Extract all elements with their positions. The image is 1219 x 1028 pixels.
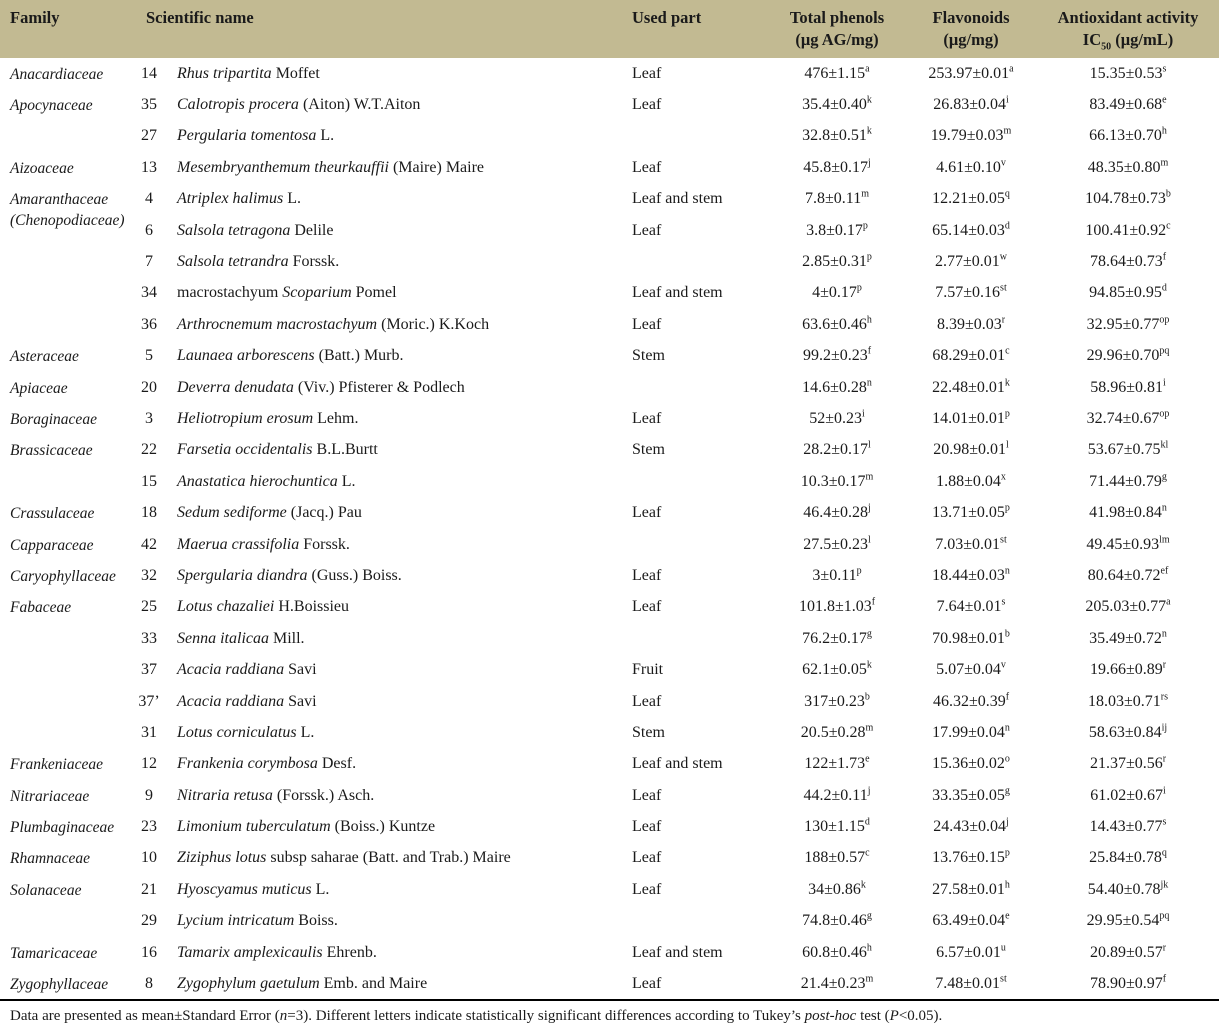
used-part-cell: Leaf	[632, 221, 662, 239]
family-label: Asteraceae	[10, 348, 79, 366]
used-part-cell: Leaf	[632, 504, 662, 522]
flavonoids-cell: 7.03±0.01st	[935, 534, 1007, 553]
total-phenols-cell: 188±0.57$^c$	[804, 848, 870, 867]
header-row	[0, 0, 1219, 58]
used-part-cell: Stem	[632, 441, 665, 459]
antioxidant-cell: $54.40\pm 0.78^{jk}$	[1087, 879, 1169, 898]
flavonoids-cell: $7.64\pm 0.01^s$	[936, 597, 1006, 616]
antioxidant-cell: $14.43\pm 0.77^s$	[1089, 816, 1167, 836]
total-phenols-cell: $44.2\pm 0.11^j$	[803, 785, 871, 804]
specimen-number-cell: 37	[141, 661, 157, 679]
specimen-number-cell: 35	[141, 96, 157, 114]
family-cell	[0, 497, 126, 528]
total-phenols-cell: $27.5\pm 0.23^l$	[803, 534, 871, 553]
specimen-number-cell: 31	[141, 723, 157, 741]
total-phenols-cell: 101.8±1.03$^f$	[798, 597, 876, 616]
scientific-name-cell: Rhus tripartita Moffet	[177, 64, 320, 82]
flavonoids-cell: $12.21\pm 0.05^q$	[932, 188, 1010, 208]
scientific-name-cell: Launaea arborescens (Batt.) Murb.	[177, 347, 404, 365]
specimen-number-cell: 4	[145, 190, 153, 208]
used-part-cell	[619, 623, 769, 654]
header-total-phenols-line2: (μg AG/mg)	[795, 30, 879, 49]
flavonoids-cell: $24.43\pm 0.04^j$	[933, 816, 1009, 836]
specimen-number-cell: 42	[141, 535, 157, 553]
total-phenols-cell: $35.4\pm 0.40^k$	[802, 94, 872, 114]
specimen-number-cell: 18	[141, 504, 157, 522]
header-antioxidant-line2: $IC_{50}$ (μg/mL)	[1082, 30, 1174, 53]
table-row	[0, 121, 1219, 152]
scientific-name-cell: Arthrocnemum macrostachyum (Moric.) K.Koch	[177, 315, 490, 333]
family-label	[10, 126, 126, 146]
total-phenols-cell: 76.2±0.17$^g$	[802, 628, 872, 647]
specimen-number-cell: 37’	[138, 692, 160, 710]
antioxidant-cell: $15.35\pm 0.53^s$	[1089, 63, 1167, 82]
table-row	[0, 372, 1219, 403]
family-cell	[0, 341, 126, 372]
table-row	[0, 592, 1219, 623]
family-label	[10, 629, 126, 649]
family-label: Caryophyllaceae	[10, 567, 116, 585]
flavonoids-cell: 65.14±0.03$^d$	[932, 220, 1010, 239]
family-label: Brassicaceae	[10, 442, 93, 460]
antioxidant-cell: $48.35\pm 0.80^m$	[1087, 157, 1169, 176]
header-flavonoids	[905, 0, 1037, 58]
family-cell	[0, 372, 126, 403]
antioxidant-cell: $41.98\pm 0.84^n$	[1089, 502, 1167, 522]
header-antioxidant-line1: Antioxidant activity	[1057, 8, 1199, 27]
table-row	[0, 152, 1219, 183]
table-row	[0, 529, 1219, 560]
family-cell	[0, 121, 126, 152]
family-label: Anacardiaceae	[10, 65, 104, 83]
family-cell	[0, 58, 126, 89]
antioxidant-cell: $32.95\pm 0.77^{op}$	[1086, 314, 1170, 333]
scientific-name-cell: Maerua crassifolia Forssk.	[177, 535, 350, 553]
family-cell	[0, 937, 126, 968]
specimen-number-cell: 21	[141, 880, 157, 898]
total-phenols-cell: $3.8\pm 0.17^p$	[806, 220, 868, 239]
antioxidant-cell: $25.84\pm 0.78^q$	[1089, 848, 1167, 867]
scientific-name-cell: Lotus chazaliei H.Boissieu	[177, 598, 350, 616]
table-row	[0, 937, 1219, 968]
flavonoids-cell: $1.88\pm 0.04^x$	[936, 471, 1006, 490]
table-row	[0, 89, 1219, 120]
used-part-cell	[619, 529, 769, 560]
family-label: Boraginaceae	[10, 410, 97, 428]
family-cell	[0, 466, 126, 497]
specimen-number-cell: 27	[141, 127, 157, 145]
antioxidant-cell: $19.66\pm 0.89^r$	[1089, 659, 1167, 679]
scientific-name-cell: Ziziphus lotus subsp saharae (Batt. and Trab.) Maire	[177, 849, 511, 867]
antioxidant-cell: $49.45\pm 0.93^{lm}$	[1086, 534, 1170, 553]
flavonoids-cell: $18.44\pm 0.03^n$	[932, 565, 1010, 584]
used-part-cell: Leaf	[632, 158, 662, 176]
used-part-cell: Leaf	[632, 315, 662, 333]
family-label: Nitrariaceae	[10, 787, 90, 805]
antioxidant-cell: 80.64±0.72$^{ef}$	[1087, 565, 1169, 584]
specimen-number-cell: 6	[145, 221, 153, 239]
used-part-cell: Leaf	[632, 566, 662, 584]
specimen-number-cell: 3	[145, 409, 153, 427]
specimen-number-cell: 32	[141, 566, 157, 584]
antioxidant-cell: $58.63\pm 0.84^{ij}$	[1088, 722, 1168, 741]
specimen-number-cell: 34	[141, 284, 157, 302]
used-part-cell: Stem	[632, 723, 665, 741]
flavonoids-cell: $6.57\pm 0.01^u$	[936, 942, 1006, 961]
scientific-name-cell: Frankenia corymbosa Desf.	[177, 755, 357, 773]
family-label: Apocynaceae	[10, 97, 93, 115]
flavonoids-cell: 63.49±0.04$^e$	[932, 910, 1010, 930]
total-phenols-cell: $46.4\pm 0.28^j$	[803, 502, 871, 522]
family-label: Frankeniaceae	[10, 756, 103, 774]
flavonoids-cell: $20.98\pm 0.01^l$	[933, 440, 1009, 459]
table-row	[0, 780, 1219, 811]
scientific-name-cell: Acacia raddiana Savi	[177, 692, 317, 710]
table-row	[0, 843, 1219, 874]
used-part-cell: Stem	[632, 347, 665, 365]
total-phenols-cell: $7.8\pm 0.11^m$	[805, 188, 869, 208]
used-part-cell	[619, 246, 769, 277]
header-total-phenols	[769, 0, 905, 58]
scientific-name-cell: Senna italicaa Mill.	[177, 629, 305, 647]
header-flavonoids-line1: Flavonoids	[932, 8, 1010, 27]
antioxidant-cell: 78.90±0.97$^f$	[1089, 973, 1167, 992]
flavonoids-cell: 70.98±0.01$^b$	[932, 628, 1010, 647]
family-label: Fabaceae	[10, 599, 72, 617]
family-cell	[0, 560, 126, 591]
total-phenols-cell: $62.1\pm 0.05^k$	[802, 659, 872, 679]
table-row	[0, 623, 1219, 654]
table-row	[0, 497, 1219, 528]
total-phenols-cell: $52\pm 0.23^i$	[809, 408, 865, 427]
flavonoids-cell: $8.39\pm 0.03^r$	[936, 314, 1006, 333]
total-phenols-cell: 317±0.23$^b$	[804, 691, 870, 710]
total-phenols-cell: 60.8±0.46$^h$	[802, 942, 872, 961]
used-part-cell	[619, 466, 769, 497]
total-phenols-cell: $34\pm 0.86^k$	[808, 879, 866, 898]
total-phenols-cell: $21.4\pm 0.23^m$	[800, 973, 874, 992]
specimen-number-cell: 8	[145, 974, 153, 992]
scientific-name-cell: Sedum sediforme (Jacq.) Pau	[177, 504, 362, 522]
family-cell	[0, 654, 126, 685]
family-label: Plumbaginaceae	[10, 819, 115, 837]
total-phenols-cell: $28.2\pm 0.17^l$	[803, 440, 871, 459]
used-part-cell	[619, 372, 769, 403]
family-cell	[0, 968, 126, 999]
used-part-cell: Leaf	[632, 786, 662, 804]
specimen-number-cell: 29	[141, 912, 157, 930]
specimen-number-cell: 36	[141, 315, 157, 333]
scientific-name-cell: Zygophylum gaetulum Emb. and Maire	[177, 974, 428, 992]
antioxidant-cell: 100.41±0.92$^c$	[1085, 220, 1171, 239]
header-used-part: Used part	[619, 0, 769, 58]
antioxidant-cell: $58.96\pm 0.81^i$	[1090, 377, 1166, 396]
total-phenols-cell: $10.3\pm 0.17^m$	[800, 471, 874, 490]
scientific-name-cell: Pergularia tomentosa L.	[177, 127, 335, 145]
family-cell	[0, 623, 126, 654]
family-cell	[0, 906, 126, 937]
total-phenols-cell: 476±1.15$^a$	[804, 63, 870, 82]
used-part-cell	[619, 121, 769, 152]
table-row	[0, 874, 1219, 905]
flavonoids-cell: $13.71\pm 0.05^p$	[932, 502, 1010, 522]
antioxidant-cell: $53.67\pm 0.75^{kl}$	[1087, 440, 1169, 459]
total-phenols-cell: $3\pm 0.11^p$	[812, 565, 862, 584]
specimen-number-cell: 5	[145, 347, 153, 365]
family-label	[10, 283, 126, 303]
family-cell	[0, 749, 126, 780]
scientific-name-cell: Calotropis procera (Aiton) W.T.Aiton	[177, 96, 421, 114]
scientific-name-cell: Mesembryanthemum theurkauffii (Maire) Maire	[177, 158, 485, 176]
total-phenols-cell: 99.2±0.23$^f$	[802, 345, 872, 365]
antioxidant-cell: $61.02\pm 0.67^i$	[1090, 785, 1166, 804]
antioxidant-cell: $35.49\pm 0.72^n$	[1089, 628, 1167, 647]
table-row	[0, 215, 1219, 246]
scientific-name-cell: Acacia raddiana Savi	[177, 661, 317, 679]
scientific-name-cell: Salsola tetrandra Forssk.	[177, 253, 340, 271]
family-cell	[0, 184, 126, 230]
family-label	[10, 692, 126, 712]
specimen-number-cell: 9	[145, 786, 153, 804]
table-body	[0, 58, 1219, 1000]
antioxidant-cell: 66.13±0.70$^h$	[1089, 126, 1167, 145]
table-row	[0, 560, 1219, 591]
ic50-subscript: 50	[1101, 41, 1112, 53]
table-row	[0, 717, 1219, 748]
scientific-name-cell: Farsetia occidentalis B.L.Burtt	[177, 441, 378, 459]
specimen-number-cell: 16	[141, 943, 157, 961]
used-part-cell: Leaf	[632, 96, 662, 114]
antioxidant-cell: 104.78±0.73$^b$	[1085, 188, 1171, 208]
total-phenols-cell: 74.8±0.46$^g$	[802, 910, 872, 930]
total-phenols-cell: 130±1.15$^d$	[804, 816, 870, 836]
flavonoids-cell: $15.36\pm 0.02^o$	[932, 753, 1010, 773]
scientific-name-cell: Lotus corniculatus L.	[177, 723, 315, 741]
family-label	[10, 315, 126, 335]
specimen-number-cell: 10	[141, 849, 157, 867]
used-part-cell: Leaf and stem	[632, 943, 723, 961]
table-row	[0, 309, 1219, 340]
total-phenols-cell: 122±1.73$^e$	[804, 753, 870, 773]
family-label: Amaranthaceae (Chenopodiaceae)	[10, 191, 125, 230]
table-row	[0, 654, 1219, 685]
family-label	[10, 472, 126, 492]
scientific-name-cell: Hyoscyamus muticus L.	[177, 880, 330, 898]
table-row	[0, 466, 1219, 497]
table-row	[0, 403, 1219, 434]
header-scientific-name: Scientific name	[126, 0, 619, 58]
footnote: Data are presented as mean±Standard Error (n=3). Different letters indicate statistically significant differences according to Tukey’s post-hoc test (P<0.05).	[10, 1007, 943, 1024]
header-antioxidant	[1037, 0, 1219, 58]
family-label	[10, 911, 126, 931]
table-header	[0, 0, 1219, 58]
flavonoids-cell: 27.58±0.01$^h$	[932, 879, 1010, 898]
table-row	[0, 749, 1219, 780]
specimen-number-cell: 12	[141, 755, 157, 773]
family-cell	[0, 592, 126, 623]
specimen-number-cell: 20	[141, 378, 157, 396]
specimen-number-cell: 15	[141, 472, 157, 490]
family-label	[10, 252, 126, 272]
table-row	[0, 58, 1219, 89]
scientific-name-cell: Spergularia diandra (Guss.) Boiss.	[177, 566, 402, 584]
family-label: Tamaricaceae	[10, 944, 98, 962]
flavonoids-cell: $26.83\pm 0.04^i$	[933, 94, 1009, 114]
scientific-name-cell: Anastatica hierochuntica L.	[177, 472, 356, 490]
used-part-cell: Leaf	[632, 64, 662, 82]
flavonoids-cell: $22.48\pm 0.01^k$	[932, 377, 1010, 396]
family-cell	[0, 780, 126, 811]
total-phenols-cell: $45.8\pm 0.17^j$	[803, 157, 871, 176]
family-cell	[0, 717, 126, 748]
family-cell	[0, 152, 126, 183]
table-row	[0, 906, 1219, 937]
flavonoids-cell: $14.01\pm 0.01^p$	[932, 408, 1010, 427]
family-cell	[0, 874, 126, 905]
scientific-name-cell: Heliotropium erosum Lehm.	[177, 409, 359, 427]
specimen-number-cell: 25	[141, 598, 157, 616]
family-cell	[0, 529, 126, 560]
used-part-cell: Fruit	[632, 661, 664, 679]
scientific-name-cell: Deverra denudata (Viv.) Pfisterer & Podlech	[177, 378, 465, 396]
family-cell	[0, 89, 126, 120]
used-part-cell: Leaf	[632, 692, 662, 710]
total-phenols-cell: $20.5\pm 0.28^m$	[800, 722, 874, 741]
flavonoids-cell: 253.97±0.01$^a$	[928, 63, 1014, 82]
family-label: Rhamnaceae	[10, 850, 91, 868]
flavonoids-cell: 33.35±0.05$^g$	[932, 785, 1010, 804]
family-label	[10, 660, 126, 680]
family-cell	[0, 278, 126, 309]
specimen-number-cell: 14	[141, 64, 157, 82]
total-phenols-cell: 63.6±0.46$^h$	[802, 314, 872, 333]
table-row	[0, 968, 1219, 999]
antioxidant-cell: $20.89\pm 0.57^r$	[1089, 942, 1167, 961]
table-row	[0, 686, 1219, 717]
total-phenols-cell: $32.8\pm 0.51^k$	[802, 126, 872, 145]
scientific-name-cell: Tamarix amplexicaulis Ehrenb.	[177, 943, 377, 961]
flavonoids-cell: $13.76\pm 0.15^p$	[932, 848, 1010, 867]
family-label: Apiaceae	[10, 379, 68, 397]
used-part-cell: Leaf	[632, 974, 662, 992]
family-cell	[0, 686, 126, 717]
antioxidant-cell: $29.96\pm 0.70^{pq}$	[1086, 345, 1170, 365]
family-label: Aizoaceae	[10, 159, 74, 177]
specimen-number-cell: 23	[141, 818, 157, 836]
antioxidant-cell: 71.44±0.79$^g$	[1089, 471, 1167, 490]
scientific-name-cell: Atriplex halimus L.	[177, 190, 301, 208]
family-cell	[0, 309, 126, 340]
used-part-cell: Leaf and stem	[632, 284, 723, 302]
table-row	[0, 184, 1219, 215]
used-part-cell: Leaf	[632, 849, 662, 867]
specimen-number-cell: 7	[145, 253, 153, 271]
family-label: Solanaceae	[10, 881, 82, 899]
flavonoids-cell: $19.79\pm 0.03^m$	[930, 126, 1012, 145]
antioxidant-cell: 78.64±0.73$^f$	[1089, 251, 1167, 271]
family-label	[10, 723, 126, 743]
antioxidant-cell: $18.03\pm 0.71^{rs}$	[1087, 691, 1168, 710]
scientific-name-cell: macrostachyum Scoparium Pomel	[177, 284, 397, 302]
antioxidant-cell: 94.85±0.95$^d$	[1089, 283, 1167, 302]
used-part-cell: Leaf	[632, 598, 662, 616]
family-cell	[0, 246, 126, 277]
used-part-cell: Leaf and stem	[632, 755, 723, 773]
specimen-number-cell: 22	[141, 441, 157, 459]
flavonoids-cell: $5.07\pm 0.04^v$	[936, 659, 1006, 679]
table-row	[0, 341, 1219, 372]
used-part-cell	[619, 906, 769, 937]
antioxidant-cell: $21.37\pm 0.56^r$	[1089, 753, 1167, 773]
scientific-name-cell: Limonium tuberculatum (Boiss.) Kuntze	[177, 818, 436, 836]
antioxidant-cell: 205.03±0.77$^a$	[1085, 597, 1171, 616]
used-part-cell: Leaf	[632, 880, 662, 898]
specimen-number-cell: 33	[141, 629, 157, 647]
total-phenols-cell: $2.85\pm 0.31^p$	[802, 251, 872, 271]
scientific-name-cell: Lycium intricatum Boiss.	[177, 912, 338, 930]
family-cell	[0, 811, 126, 842]
header-family: Family	[0, 0, 126, 58]
family-label: Zygophyllaceae	[10, 975, 109, 993]
used-part-cell: Leaf	[632, 818, 662, 836]
family-cell	[0, 435, 126, 466]
scientific-name-cell: Nitraria retusa (Forssk.) Asch.	[177, 786, 375, 804]
table-row	[0, 246, 1219, 277]
flavonoids-cell: $2.77\pm 0.01^w$	[934, 251, 1007, 271]
flavonoids-cell: $17.99\pm 0.04^n$	[932, 722, 1010, 741]
antioxidant-cell: $29.95\pm 0.54^{pq}$	[1086, 910, 1170, 930]
flavonoids-cell: 68.29±0.01$^c$	[932, 345, 1010, 365]
family-cell	[0, 403, 126, 434]
flavonoids-cell: $4.61\pm 0.10^v$	[936, 157, 1006, 176]
flavonoids-cell: 46.32±0.39$^f$	[932, 691, 1010, 710]
used-part-cell: Leaf	[632, 409, 662, 427]
family-label: Capparaceae	[10, 536, 94, 554]
family-label: Crassulaceae	[10, 505, 95, 523]
antioxidant-cell: $32.74\pm 0.67^{op}$	[1086, 408, 1170, 427]
flavonoids-cell: 7.57±0.16st	[935, 283, 1007, 302]
header-total-phenols-line1: Total phenols	[789, 8, 885, 27]
table-row	[0, 435, 1219, 466]
header-flavonoids-line2: (μg/mg)	[943, 30, 999, 49]
total-phenols-cell: $14.6\pm 0.28^n$	[802, 377, 872, 396]
family-cell	[0, 843, 126, 874]
table-row	[0, 278, 1219, 309]
used-part-cell: Leaf and stem	[632, 190, 723, 208]
specimen-number-cell: 13	[141, 158, 157, 176]
total-phenols-cell: $4\pm 0.17^p$	[812, 283, 862, 302]
scientific-name-cell: Salsola tetragona Delile	[177, 221, 334, 239]
table-row	[0, 811, 1219, 842]
antioxidant-cell: 83.49±0.68$^e$	[1089, 94, 1167, 114]
flavonoids-cell: 7.48±0.01st	[935, 973, 1007, 992]
